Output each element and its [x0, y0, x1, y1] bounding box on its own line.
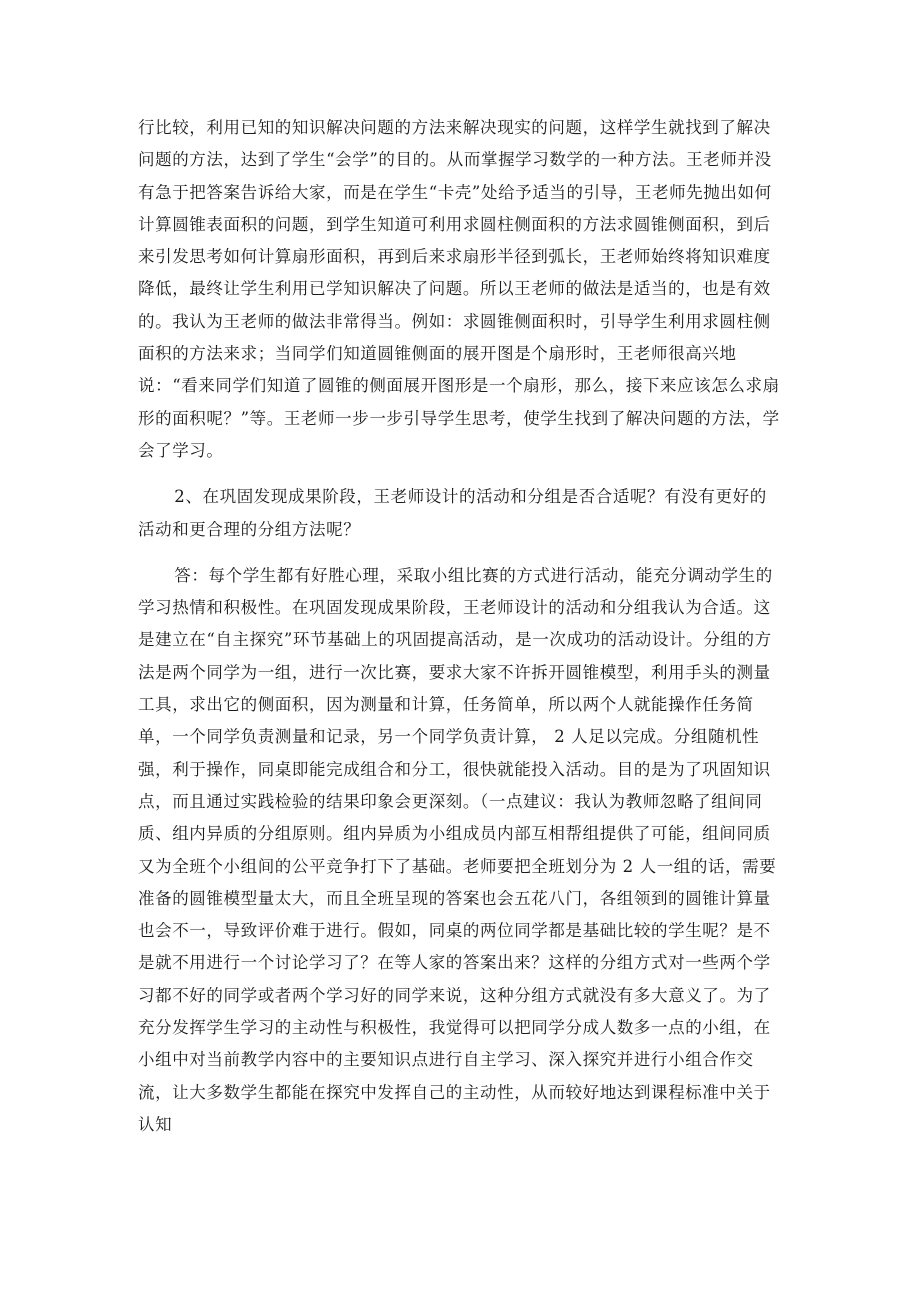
document-body: [138, 112, 782, 1141]
paragraph-question-2: 2、在巩固发现成果阶段，王老师设计的活动和分组是否合适呢？有没有更好的活动和更合理的分组方法呢？: [138, 487, 767, 539]
paragraph-answer: 答：每个学生都有好胜心理，采取小组比赛的方式进行活动，能充分调动学生的学习热情和积极性。在巩固发现成果阶段，王老师设计的活动和分组我认为合适。这是建立在“自主探究”环节基础上的巩固提高活动，是一次成功的活动设计。分组的方法是两个同学为一组，进行一次比赛，要求大家不许拆开圆锥模型，利用手头的测量工具，求出它的侧面积，因为测量和计算，任务简单，所以两个人就能操作任务简单，一个同学负责测量和记录，另一个同学负责计算， 2 人足以完成。分组随机性强，利于操作，同桌即能完成组合和分工，很快就能投入活动。目的是为了巩固知识点，而且通过实践检验的结果印象会更深刻。（一点建议：我认为教师忽略了组间同质、组内异质的分组原则。组内异质为小组成员内部互相帮组提供了可能，组间同质又为全班个小组间的公平竞争打下了基础。老师要把全班划分为 2 人一组的话，需要准备的圆锥模型量太大，而且全班呈现的答案也会五花八门，各组领到的圆锥计算量也会不一，导致评价难于进行。假如，同桌的两位同学都是基础比较的学生呢？是不是就不用进行一个讨论学习了？在等人家的答案出来？这样的分组方式对一些两个学习都不好的同学或者两个学习好的同学来说，这种分组方式就没有多大意义了。为了充分发挥学生学习的主动性与积极性，我觉得可以把同学分成人数多一点的小组，在小组中对当前教学内容中的主要知识点进行自主学习、深入探究并进行小组合作交流，让大多数学生都能在探究中发挥自己的主动性，从而较好地达到课程标准中关于认知: [138, 565, 777, 1134]
paragraph-continuation: 行比较，利用已知的知识解决问题的方法来解决现实的问题，这样学生就找到了解决问题的方法，达到了学生“会学”的目的。从而掌握学习数学的一种方法。王老师并没有急于把答案告诉给大家，而是在学生“卡壳”处给予适当的引导，王老师先抛出如何计算圆锥表面积的问题，到学生知道可利用求圆柱侧面积的方法求圆锥侧面积，到后来引发思考如何计算扇形面积，再到后来求扇形半径到弧长，王老师始终将知识难度降低，最终让学生利用已学知识解决了问题。所以王老师的做法是适当的，也是有效的。我认为王老师的做法非常得当。例如：求圆锥侧面积时，引导学生利用求圆柱侧面积的方法来求；当同学们知道圆锥侧面的展开图是个扇形时，王老师很高兴地说：“看来同学们知道了圆锥的侧面展开图形是一个扇形，那么，接下来应该怎么求扇形的面积呢？”等。王老师一步一步引导学生思考，使学生找到了解决问题的方法，学会了学习。: [138, 118, 780, 460]
